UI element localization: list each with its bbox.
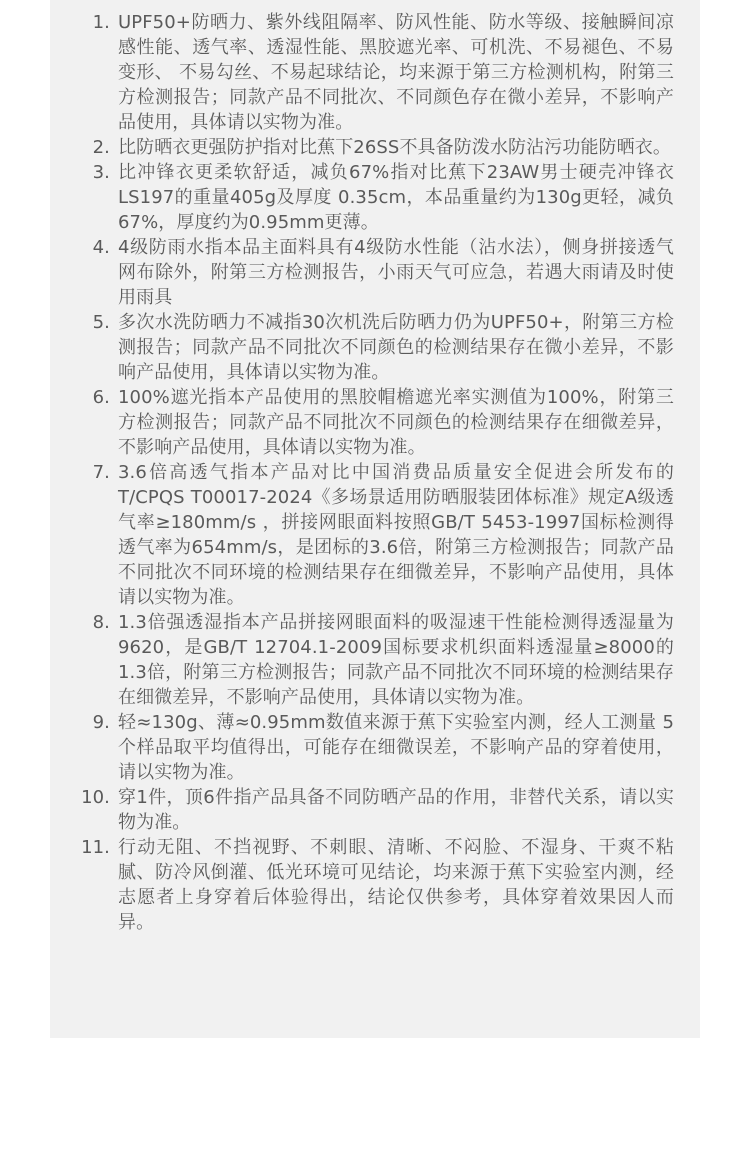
disclaimer-panel: [50, 0, 700, 1038]
item-text: 多次水洗防晒力不减指30次机洗后防晒力仍为UPF50+，附第三方检测报告；同款产品不同批次不同颜色的检测结果存在微小差异，不影响产品使用，具体请以实物为准。: [118, 312, 674, 383]
item-number: 9.: [92, 712, 110, 733]
item-number: 7.: [92, 462, 110, 483]
disclaimer-item-1: [50, 10, 674, 135]
item-number: 1.: [92, 12, 110, 33]
disclaimer-item-5: [50, 310, 674, 385]
disclaimer-item-7: [50, 460, 674, 610]
disclaimer-item-10: [50, 785, 674, 835]
item-text: 100%遮光指本产品使用的黑胶帽檐遮光率实测值为100%，附第三方检测报告；同款产品不同批次不同颜色的检测结果存在细微差异，不影响产品使用，具体请以实物为准。: [118, 387, 674, 458]
item-text: 穿1件，顶6件指产品具备不同防晒产品的作用，非替代关系，请以实物为准。: [118, 787, 674, 833]
disclaimer-item-11: [50, 835, 674, 935]
item-number: 8.: [92, 612, 110, 633]
item-text: 1.3倍强透湿指本产品拼接网眼面料的吸湿速干性能检测得透湿量为9620，是GB/T 12704.1-2009国标要求机织面料透湿量≥8000的1.3倍，附第三方检测报告；同款产品不同批次不同环境的检测结果存在细微差异，不影响产品使用，具体请以实物为准。: [118, 612, 674, 708]
disclaimer-item-4: [50, 235, 674, 310]
item-number: 6.: [92, 387, 110, 408]
item-text: UPF50+防晒力、紫外线阻隔率、防风性能、防水等级、接触瞬间凉感性能、透气率、透湿性能、黑胶遮光率、可机洗、不易褪色、不易变形、 不易勾丝、不易起球结论，均来源于第三方检测机构，附第三方检测报告；同款产品不同批次、不同颜色存在微小差异，不影响产品使用，具体请以实物为准。: [118, 12, 674, 133]
item-text: 行动无阻、不挡视野、不刺眼、清晰、不闷脸、不湿身、干爽不粘腻、防冷风倒灌、低光环境可见结论，均来源于蕉下实验室内测，经志愿者上身穿着后体验得出，结论仅供参考，具体穿着效果因人而异。: [118, 837, 674, 933]
disclaimer-item-3: [50, 160, 674, 235]
disclaimer-item-2: [50, 135, 674, 160]
item-number: 3.: [92, 162, 110, 183]
item-text: 比防晒衣更强防护指对比蕉下26SS不具备防泼水防沾污功能防晒衣。: [118, 137, 671, 158]
disclaimer-list: [50, 0, 700, 935]
item-number: 10.: [81, 787, 110, 808]
disclaimer-item-9: [50, 710, 674, 785]
item-number: 5.: [92, 312, 110, 333]
disclaimer-item-8: [50, 610, 674, 710]
item-number: 11.: [81, 837, 110, 858]
item-number: 2.: [92, 137, 110, 158]
disclaimer-item-6: [50, 385, 674, 460]
item-text: 比冲锋衣更柔软舒适，减负67%指对比蕉下23AW男士硬壳冲锋衣LS197的重量405g及厚度 0.35cm，本品重量约为130g更轻，减负67%，厚度约为0.95mm更薄。: [118, 162, 674, 233]
item-text: 3.6倍高透气指本产品对比中国消费品质量安全促进会所发布的 T/CPQS T00017-2024《多场景适用防晒服装团体标准》规定A级透气率≥180mm/s ，拼接网眼面料按照GB/T 5453-1997国标检测得透气率为654mm/s，是团标的3.6倍，附第三方检测报告；同款产品不同批次不同环境的检测结果存在细微差异，不影响产品使用，具体请以实物为准。: [118, 462, 674, 608]
item-number: 4.: [92, 237, 110, 258]
item-text: 轻≈130g、薄≈0.95mm数值来源于蕉下实验室内测，经人工测量 5个样品取平均值得出，可能存在细微误差，不影响产品的穿着使用，请以实物为准。: [118, 712, 674, 783]
item-text: 4级防雨水指本品主面料具有4级防水性能（沾水法），侧身拼接透气网布除外，附第三方检测报告，小雨天气可应急，若遇大雨请及时使用雨具: [118, 237, 674, 308]
